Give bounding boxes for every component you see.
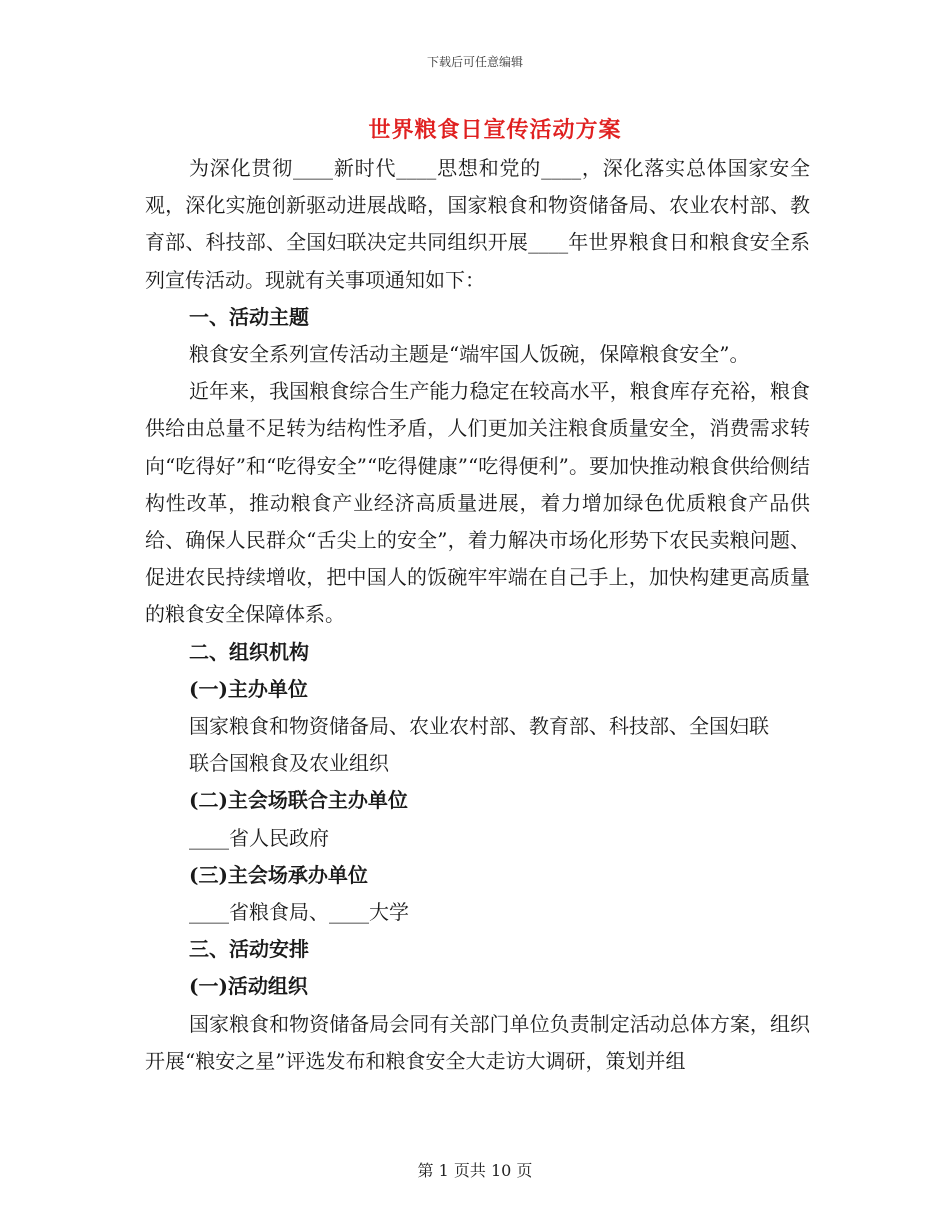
host-list: 国家粮食和物资储备局、农业农村部、教育部、科技部、全国妇联 [189, 714, 769, 739]
host-fao: 联合国粮食及农业组织 [189, 751, 389, 776]
organizer-text: ____省粮食局、____大学 [189, 900, 409, 925]
intro-paragraph: 为深化贯彻____新时代____思想和党的____，深化落实总体国家安全观，深化实施创新驱动进展战略，国家粮食和物资储备局、农业农村部、教育部、科技部、全国妇联决定共同组织开展____年世界粮食日和粮食安全系列宣传活动。现就有关事项通知如下： [145, 156, 810, 292]
subheading-host: (一)主办单位 [189, 676, 308, 701]
background-paragraph: 近年来，我国粮食综合生产能力稳定在较高水平，粮食库存充裕，粮食供给由总量不足转为结构性矛盾，人们更加关注粮食质量安全，消费需求转向“吃得好”和“吃得安全”“吃得健康”“吃得便利”。要加快推动粮食供给侧结构性改革，推动粮食产业经济高质量进展，着力增加绿色优质粮食产品供给、确保人民群众“舌尖上的安全”，着力解决市场化形势下农民卖粮问题、促进农民持续增收，把中国人的饭碗牢牢端在自己手上，加快构建更高质量的粮食安全保障体系。 [145, 379, 810, 627]
co-host-text: ____省人民政府 [189, 825, 329, 850]
header-note: 下载后可任意编辑 [426, 55, 523, 69]
section-heading-theme: 一、活动主题 [189, 304, 309, 329]
subheading-activity-organization: (一)活动组织 [189, 974, 308, 999]
document-body [145, 150, 810, 1080]
activity-organization-paragraph: 国家粮食和物资储备局会同有关部门单位负责制定活动总体方案，组织开展“粮安之星”评选发布和粮食安全大走访大调研，策划并组 [145, 1011, 810, 1073]
subheading-co-host: (二)主会场联合主办单位 [189, 788, 408, 813]
section-heading-arrangement: 三、活动安排 [189, 937, 309, 962]
document-title: 世界粮食日宣传活动方案 [368, 117, 622, 143]
page-footer: 第 1 页共 10 页 [417, 1161, 533, 1180]
subheading-organizer: (三)主会场承办单位 [189, 862, 368, 887]
section-heading-organization: 二、组织机构 [189, 639, 309, 664]
theme-paragraph: 粮食安全系列宣传活动主题是“端牢国人饭碗，保障粮食安全”。 [189, 342, 750, 367]
